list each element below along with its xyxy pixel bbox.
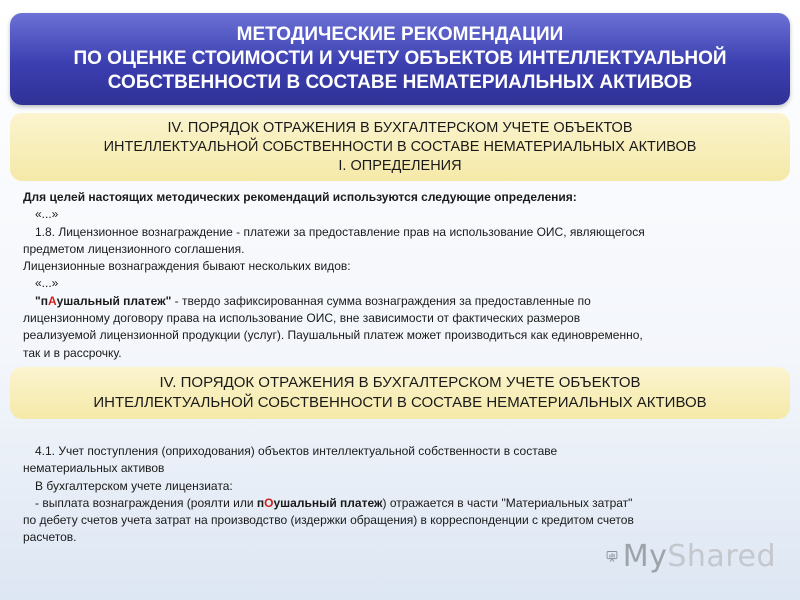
logo-text-shared: Shared (667, 538, 776, 574)
lump-sum-line-4: так и в рассрочку. (23, 345, 122, 360)
banner2-line-1: IV. ПОРЯДОК ОТРАЖЕНИЯ В БУХГАЛТЕРСКОМ УЧЕТЕ ОБЪЕКТОВ (159, 374, 641, 391)
banner1-line-2: ИНТЕЛЛЕКТУАЛЬНОЙ СОБСТВЕННОСТИ В СОСТАВЕ НЕМАТЕРИАЛЬНЫХ АКТИВОВ (103, 138, 697, 155)
header-line-1: МЕТОДИЧЕСКИЕ РЕКОМЕНДАЦИИ (236, 24, 564, 45)
logo-text (623, 539, 776, 574)
definitions-text (23, 189, 773, 362)
accounting-line-4 (23, 495, 773, 512)
line4-term-rest: ушальный платеж (273, 495, 383, 510)
lump-sum-term-line (23, 293, 773, 310)
section-banner-definitions (10, 113, 790, 181)
logo-text-my: My (622, 538, 668, 574)
chart-presentation-icon (606, 539, 619, 573)
section-banner-accounting (10, 367, 790, 419)
definition-1-8-line-2: предметом лицензионного соглашения. (23, 241, 245, 256)
ellipsis-2: «...» (35, 276, 59, 291)
banner2-line-2: ИНТЕЛЛЕКТУАЛЬНОЙ СОБСТВЕННОСТИ В СОСТАВЕ НЕМАТЕРИАЛЬНЫХ АКТИВОВ (93, 394, 707, 411)
line4-part-a: - выплата вознаграждения (роялти или (35, 495, 257, 510)
lump-sum-line-3: реализуемой лицензионной продукции (услуг). Паушальный платеж может производиться как единовременно, (23, 328, 643, 343)
line4-term-start: п (256, 495, 265, 510)
banner1-line-1: IV. ПОРЯДОК ОТРАЖЕНИЯ В БУХГАЛТЕРСКОМ УЧЕТЕ ОБЪЕКТОВ (167, 119, 633, 136)
banner1-line-3: I. ОПРЕДЕЛЕНИЯ (338, 157, 462, 174)
types-line: Лицензионные вознаграждения бывают нескольких видов: (23, 259, 351, 274)
term-highlight-letter: А (47, 293, 57, 308)
definition-1-8-line-1: 1.8. Лицензионное вознаграждение - платежи за предоставление прав на использование ОИС, являющегося (35, 224, 645, 239)
accounting-line-2: нематериальных активов (23, 461, 165, 476)
term-definition: - твердо зафиксированная сумма вознаграждения за предоставленные по (171, 293, 591, 308)
header-line-3: СОБСТВЕННОСТИ В СОСТАВЕ НЕМАТЕРИАЛЬНЫХ АКТИВОВ (107, 72, 693, 93)
lump-sum-line-2: лицензионному договору права на использование ОИС, вне зависимости от фактических размеров (23, 311, 581, 326)
accounting-line-1: 4.1. Учет поступления (оприходования) объектов интеллектуальной собственности в составе (35, 444, 558, 458)
definitions-intro: Для целей настоящих методических рекомендаций используются следующие определения: (23, 190, 577, 204)
accounting-text (23, 443, 773, 547)
myshared-logo (606, 536, 776, 576)
header-line-2: ПО ОЦЕНКЕ СТОИМОСТИ И УЧЕТУ ОБЪЕКТОВ ИНТЕЛЛЕКТУАЛЬНОЙ (73, 48, 727, 69)
slide-header (10, 13, 790, 105)
term-rest: ушальный платеж" (56, 293, 172, 308)
ellipsis-1: «...» (35, 207, 59, 222)
accounting-line-6: расчетов. (23, 530, 77, 545)
accounting-line-5: по дебету счетов учета затрат на производство (издержки обращения) в корреспонденции с кредитом счетов (23, 513, 634, 528)
term-open: "п (35, 293, 48, 308)
accounting-line-3: В бухгалтерском учете лицензиата: (35, 478, 233, 493)
line4-part-c: ) отражается в части "Материальных затрат" (382, 495, 633, 510)
line4-highlight-letter: О (264, 495, 274, 510)
